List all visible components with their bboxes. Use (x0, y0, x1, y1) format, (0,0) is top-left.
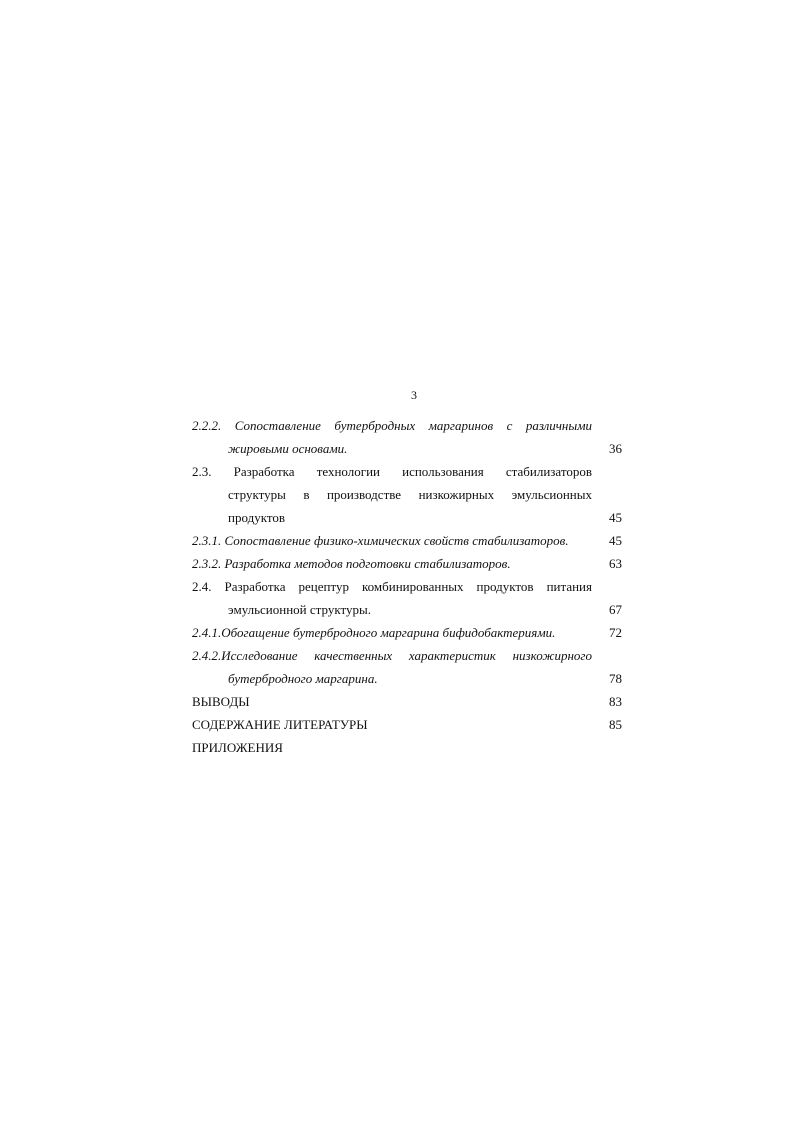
toc-entry-line: 2.4.1.Обогащение бутербродного маргарина бифидобактериями. (192, 625, 556, 640)
page-number: 3 (411, 388, 417, 402)
toc-page-number: 45 (609, 533, 622, 548)
toc-page-number (592, 736, 622, 759)
toc-page-number: 78 (609, 671, 622, 686)
toc-entry-line: 2.2.2. Сопоставление бутербродных маргаринов с различными (192, 418, 592, 433)
toc-entry-line: 2.4.2.Исследование качественных характеристик низкожирного (192, 648, 592, 663)
toc-entry (192, 552, 622, 575)
toc-entry-line: ВЫВОДЫ (192, 694, 250, 709)
toc-page-number: 36 (609, 441, 622, 456)
toc-page-number: 72 (609, 625, 622, 640)
toc-entry-line: структуры в производстве низкожирных эмульсионных (228, 487, 592, 502)
table-of-contents (192, 414, 622, 759)
toc-entry (192, 736, 622, 759)
toc-page-number: 85 (609, 717, 622, 732)
toc-page-number: 83 (609, 694, 622, 709)
toc-entry (192, 713, 622, 736)
toc-entry-line: 2.4. Разработка рецептур комбинированных продуктов питания (192, 579, 592, 594)
toc-entry-line: ПРИЛОЖЕНИЯ (192, 740, 283, 755)
toc-entry (192, 414, 622, 460)
toc-entry-line: 2.3.1. Сопоставление физико-химических свойств стабилизаторов. (192, 533, 569, 548)
toc-entry (192, 621, 622, 644)
toc-entry-line: 2.3.2. Разработка методов подготовки стабилизаторов. (192, 556, 511, 571)
toc-entry (192, 460, 622, 529)
toc-entry-line: эмульсионной структуры. (228, 602, 371, 617)
toc-entry (192, 644, 622, 690)
toc-entry-line: СОДЕРЖАНИЕ ЛИТЕРАТУРЫ (192, 717, 368, 732)
toc-page-number: 45 (609, 510, 622, 525)
toc-entry-line: бутербродного маргарина. (228, 671, 378, 686)
toc-entry-line: 2.3. Разработка технологии использования стабилизаторов (192, 464, 592, 479)
toc-entry (192, 690, 622, 713)
toc-entry (192, 575, 622, 621)
toc-entry-line: жировыми основами. (228, 441, 348, 456)
toc-page-number: 67 (609, 602, 622, 617)
toc-entry-line: продуктов (228, 510, 285, 525)
toc-entry (192, 529, 622, 552)
toc-page-number: 63 (609, 556, 622, 571)
